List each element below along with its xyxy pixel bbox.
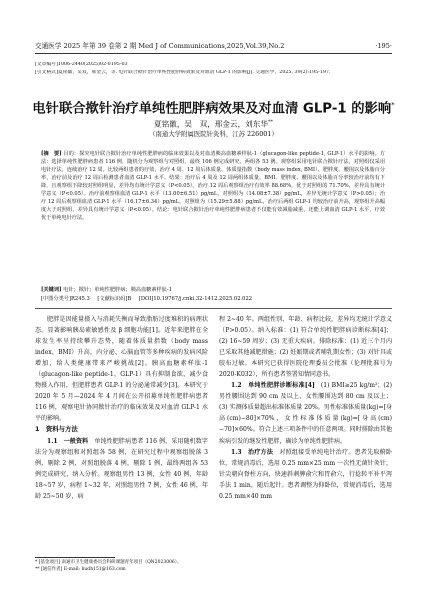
right-column: [219, 314, 392, 502]
author-list: [0, 117, 427, 130]
article-title-text: 电针联合揿针治疗单纯性肥胖病效果及对血清 GLP-1 的影响: [32, 101, 392, 117]
treatment-paragraph: [219, 447, 392, 502]
abstract-rule: [35, 308, 392, 309]
keywords-text: 电针；揿针；单纯性肥胖病；胰高血糖素样肽-1: [63, 287, 172, 293]
treatment-text: 对照组接受单纯电针治疗。患者先取俯卧位，常规消毒后，选用 0.25 mm×25 mm 一次性无菌针灸针，针尖朝向脊柱方向，快速斜刺脾俞穴和胃俞穴，行捻转平补平泻手法 1 min，随后起针。患者调整为仰卧位，常规消毒后，选用 0.25 mm×40 mm: [219, 448, 392, 500]
subsection-label-1-3: 1.3 治疗方法: [231, 448, 274, 456]
header-rule: [35, 53, 392, 54]
author-names: 夏铭徽，吴 双，邢金云，刘东华: [154, 119, 268, 129]
affiliation: （南通大学附属医院针灸科，江苏 226001）: [149, 130, 278, 138]
abstract-block: [41, 150, 385, 222]
diagnosis-paragraph: [219, 380, 392, 446]
section-heading-methods: 1 资料与方法: [35, 425, 78, 434]
fund-footnote: * [基金项目] 南通市卫生健康委员会科研课题青年项目（QN2023006）。: [35, 560, 182, 565]
running-header: [35, 41, 392, 51]
general-data-paragraph: [35, 436, 208, 502]
clc-number: [中图分类号]R245.3: [41, 296, 90, 302]
left-column: [35, 314, 208, 502]
abstract-label: [摘 要]: [41, 151, 62, 157]
author-footnote-mark: **: [267, 119, 273, 125]
doi-number: [DOI]10.19767/j.cnki.32-1412.2025.02.022: [138, 296, 253, 302]
title-footnote-mark: *: [391, 101, 395, 109]
general-data-text: 单纯性肥胖病患者 116 例，采用随机数字法分为观察组和对照组各 58 例，在研究过程中观察组脱落 3 例，剔除 2 例，对照组脱落 4 例，剔除 1 例，最终两组各 53 例完成研究，纳入分析。观察组男性 13 例，女性 40 例，年龄 18~57 岁，病程 1~32 年，对照组男性 7 例，女性 46 例，年龄 25~50 岁，病: [35, 437, 208, 500]
diagnosis-text: (1) BMI≥25 kg/m²；(2) 男性腰围达到 90 cm 及以上，女性腰围达到 80 cm 及以上；(3) 实测体质量超出标准体质量 20%。男性标准体质量(kg)=[身高(cm)−80]×70%，女性标准体质量(kg)=[身高(cm)−70]×60%。符合上述三项条件中的任意两项。同时排除由其他疾病引发的继发性肥胖，确诊为单纯性肥胖病。: [219, 382, 392, 445]
running-header-left: 交通医学 2025 年第 39 卷第 2 期 Med J of Communications,2025,Vol.39,No.2: [35, 42, 285, 50]
citation-format-line: [引文格式]夏铭徽，吴双，邢金云，等. 电针联合揿针治疗单纯性肥胖病效果及对血清 GLP-1 的影响[J]. 交通医学，2025, 39(2):195-197.: [35, 70, 331, 75]
subsection-label-1-1: 1.1 一般资料: [47, 437, 89, 445]
keywords-label: [关键词]: [41, 287, 62, 293]
footnote-rule: [35, 557, 115, 558]
classification-line: [41, 296, 385, 303]
abstract-text: 目的：探究电针联合揿针治疗单纯性肥胖病的临床效果以及对血清胰高血糖素样肽-1（glucagon-like peptide-1, GLP-1）水平的影响。方法：选择单纯性肥胖病患者 116 例，随机分为观察组与对照组，最终 106 例完成研究，两组各 53 例。观察组采用电针联合揿针疗法，对照组仅采用电针疗法，连续治疗 12 周。比较两组患者的疗效，治疗 4 周、12 周后体质量、体质量指数（body mass index, BMI）、肥胖度、腰围以及体脂百分率，治疗前及治疗 12 周后检测患者血清 GLP-1 水平。结果：治疗后 4 周及 12 周两组体质量、BMI、肥胖度、腰围以及体脂百分率较治疗前均有下降，且观察组下降较对照组明显，差异均有统计学意义（P<0.05）。治疗 12 周后观察组治疗有效率 88.68%，优于对照组的 71.70%，差异具有统计学意义（P<0.05）。治疗前观察组血清 GLP-1 水平（13.00±6.51）pg/mL，对照组为（14.08±7.38）pg/mL，差异无统计学意义（P>0.05）；治疗 12 周后观察组血清 GLP-1 水平（16.17±6.34）pg/mL，对照组为（15.29±5.88）pg/mL，治疗后两组 GLP-1 均较治疗前升高，观察组升高幅度大于对照组，差异具有统计学意义（P<0.05）。结论：电针联合揿针治疗单纯性肥胖病患者不仅能有效减脂减重，还能上调血清 GLP-1 水平，疗效优于单纯电针疗法。: [41, 151, 386, 221]
intro-paragraph: 肥胖是因能量摄入与消耗失衡而导致脂肪过度堆积的病理状态。显著影响胰岛素敏感性及 β 细胞功能[1]。近年来肥胖在全球发生率呈持续攀升态势，随着体质量指数（body mass index，BMI）升高，内分泌、心脑血管等多种疾病的发病风险增加，给人类健康带来严峻挑战[2]。胰高血糖素样肽-1（glucagon-like peptide-1，GLP-1）具有抑制食欲、减少食物摄入作用，但肥胖患者 GLP-1 的分泌通常减少[3]。本研究于 2020 年 5 月—2024 年 4 月间在公开招募单纯性肥胖病患者 116 例，观察电针协同揿针治疗的临床效果及对血清 GLP-1 水平的影响。: [35, 316, 208, 423]
subsection-label-1-2: 1.2 单纯性肥胖诊断标准[4]: [231, 382, 315, 390]
article-number-line: [文章编号]1006-2440(2025)02-0195-03: [35, 62, 128, 67]
article-title: [0, 96, 427, 118]
inclusion-paragraph: 程 2~40 年。两组性别、年龄、病程比较，差异均无统计学意义（P>0.05）。纳入标准：(1) 符合单纯性肥胖病诊断标准[4]；(2) 16~59 周岁；(3) 无重大疾病。排除标准：(1) 近三个月内已采取其他减肥措施；(2) 妊娠期或者哺乳期女性；(3) 对针具或胶布过敏。本研究已获得医院伦理委员会批准（伦理批准号为 2020-K032），所有患者签署知情同意书。: [219, 316, 392, 379]
page-number: ·195·: [375, 42, 392, 50]
keywords-block: [41, 287, 385, 294]
corresponding-author-footnote: ** [通信作者] E-mail: liudh151@163.com: [35, 567, 126, 572]
document-code: [文献标识码]B: [97, 296, 132, 302]
